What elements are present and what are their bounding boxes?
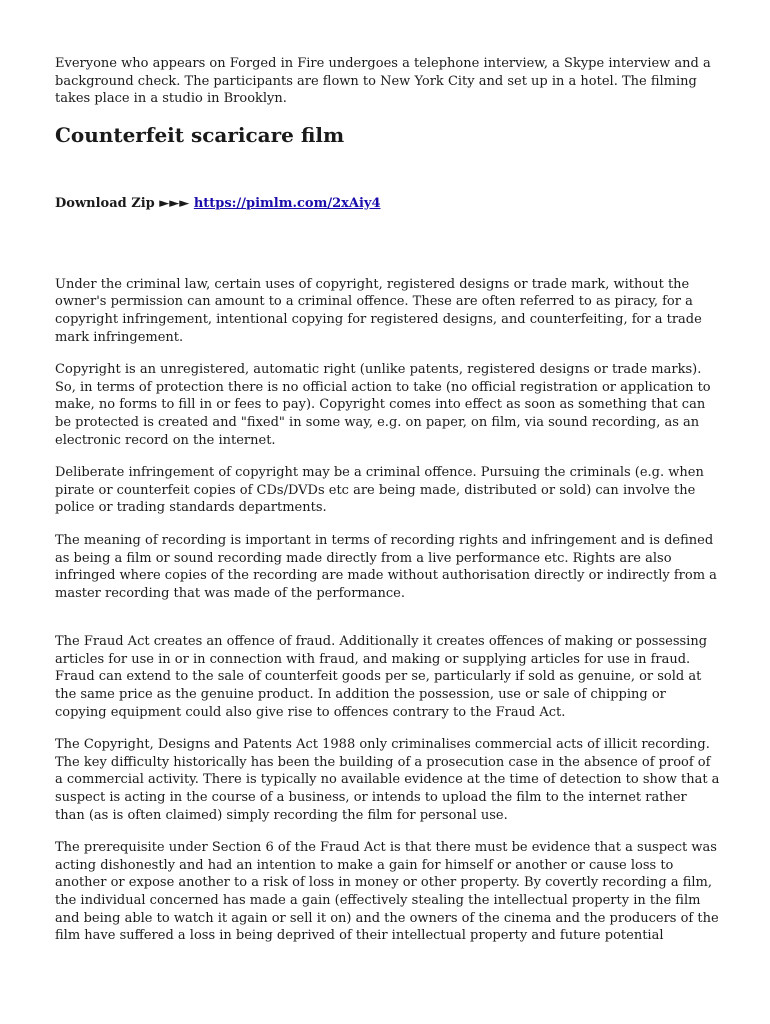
document-page [55, 55, 720, 960]
paragraph-criminal-law: Under the criminal law, certain uses of copyright, registered designs or trade mark, without the owner's permission can amount to a criminal offence. These are often referred to as piracy, for a copyright infringement, intentional copying for registered designs, and counterfeiting, for a trade mark infringement. [55, 276, 702, 345]
paragraph-deliberate-infringement: Deliberate infringement of copyright may be a criminal offence. Pursuing the criminals (e.g. when pirate or counterfeit copies of CDs/DVDs etc are being made, distributed or sold) can involve the police or trading standards departments. [55, 465, 704, 516]
paragraph-copyright-unregistered: Copyright is an unregistered, automatic right (unlike patents, registered designs or trade marks). So, in terms of protection there is no official action to take (no official registration or application to make, no forms to fill in or fees to pay). Copyright comes into effect as soon as something that can be protected is created and "fixed" in some way, e.g. on paper, on film, via sound recording, as an electronic record on the internet. [55, 362, 711, 448]
paragraph-section-6: The prerequisite under Section 6 of the Fraud Act is that there must be evidence that a suspect was acting dishonestly and had an intention to make a gain for himself or another or cause loss to another or expose another to a risk of loss in money or other property. By covertly recording a film, the individual concerned has made a gain (effectively stealing the intellectual property in the film and being able to watch it again or sell it on) and the owners of the cinema and the producers of the film have suffered a loss in being deprived of their intellectual property and future potential [55, 840, 719, 944]
download-line [55, 195, 720, 212]
download-link[interactable]: https://pimlm.com/2xAiy4 [193, 195, 381, 211]
paragraph-fraud-act: The Fraud Act creates an offence of fraud. Additionally it creates offences of making or possessing articles for use in or in connection with fraud, and making or supplying articles for use in fraud. Fraud can extend to the sale of counterfeit goods per se, particularly if sold as genuine, or sold at the same price as the genuine product. In addition the possession, use or sale of chipping or copying equipment could also give rise to offences contrary to the Fraud Act. [55, 634, 708, 720]
intro-paragraph: Everyone who appears on Forged in Fire undergoes a telephone interview, a Skype interview and a background check. The participants are flown to New York City and set up in a hotel. The filming takes place in a studio in Brooklyn. [55, 56, 711, 107]
download-label: Download Zip ►►► [55, 195, 194, 211]
paragraph-meaning-of-recording: The meaning of recording is important in terms of recording rights and infringement and is defined as being a film or sound recording made directly from a live performance etc. Rights are also infringed where copies of the recording are made without authorisation directly or indirectly from a master recording that was made of the performance. [55, 532, 717, 601]
paragraph-cdpa-1988: The Copyright, Designs and Patents Act 1988 only criminalises commercial acts of illicit recording. The key difficulty historically has been the building of a prosecution case in the absence of proof of a commercial activity. There is typically no available evidence at the time of detection to show that a suspect is acting in the course of a business, or intends to upload the film to the internet rather than (as is often claimed) simply recording the film for personal use. [55, 737, 720, 823]
page-title: Counterfeit scaricare film [55, 122, 345, 147]
